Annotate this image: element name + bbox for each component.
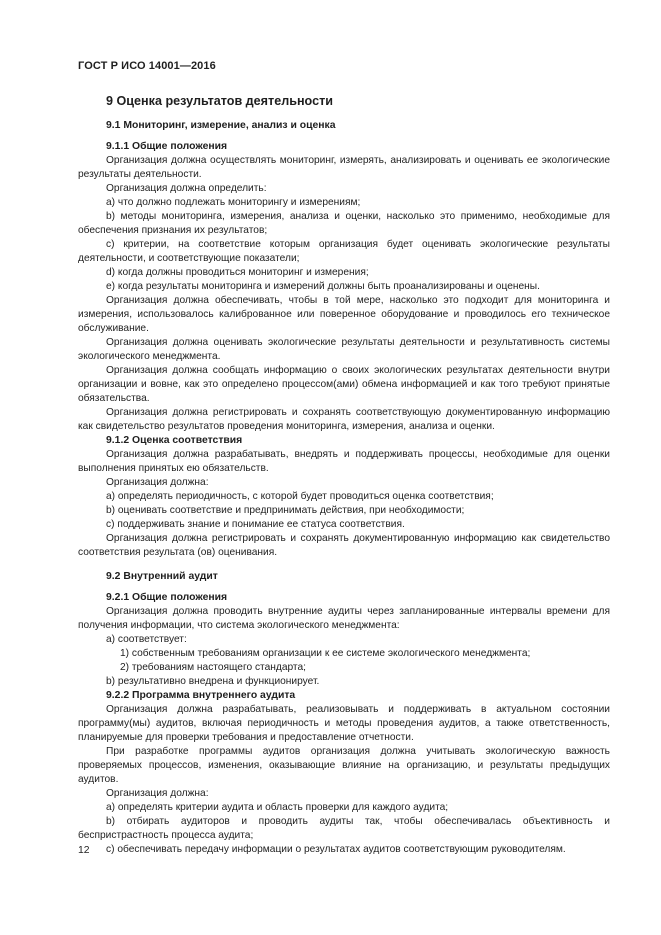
document-body [78,93,610,857]
subsection-heading: 9.1 Мониторинг, измерение, анализ и оценка [106,120,336,131]
paragraph: c) поддерживать знание и понимание ее статуса соответствия. [106,519,405,530]
paragraph: b) методы мониторинга, измерения, анализа и оценки, насколько это применимо, необходимые для обеспечения признания их результатов; [78,211,610,236]
paragraph: Организация должна сообщать информацию о своих экологических результатах деятельности внутри организации и вовне, как это определено процессом(ами) обмена информацией и как того требуют принятые обязательства. [78,365,610,404]
paragraph: a) что должно подлежать мониторингу и измерениям; [106,197,361,208]
paragraph: b) результативно внедрена и функционирует. [106,676,320,687]
subsection-heading: 9.2 Внутренний аудит [106,571,218,582]
paragraph: Организация должна определить: [106,183,267,194]
paragraph: Организация должна обеспечивать, чтобы в той мере, насколько это подходит для мониторинга и измерения, использовалось калиброванное или поверенное оборудование и проводилось его техническое обслуживание. [78,295,610,334]
paragraph: Организация должна регистрировать и сохранять документированную информацию как свидетельство соответствия результата (ов) оценивания. [78,533,610,558]
paragraph: c) критерии, на соответствие которым организация будет оценивать экологические результаты деятельности, и соответствующие показатели; [78,239,610,264]
paragraph: Организация должна разрабатывать, внедрять и поддерживать процессы, необходимые для оценки выполнения принятых ею обязательств. [78,449,610,474]
clause-heading: 9.2.2 Программа внутреннего аудита [106,690,296,701]
paragraph: При разработке программы аудитов организация должна учитывать экологическую важность проверяемых процессов, изменения, оказывающие влияние на организацию, и результаты предыдущих аудитов. [78,746,610,785]
standard-header: ГОСТ Р ИСО 14001—2016 [78,60,216,72]
paragraph: Организация должна осуществлять мониторинг, измерять, анализировать и оценивать ее экологические результаты деятельности. [78,155,610,180]
paragraph: a) определять периодичность, с которой будет проводиться оценка соответствия; [106,491,494,502]
paragraph: 1) собственным требованиям организации к ее системе экологического менеджмента; [120,648,531,659]
paragraph: e) когда результаты мониторинга и измерений должны быть проанализированы и оценены. [106,281,540,292]
paragraph: 2) требованиям настоящего стандарта; [120,662,306,673]
clause-heading: 9.1.1 Общие положения [106,141,228,152]
paragraph: Организация должна проводить внутренние аудиты через запланированные интервалы времени для получения информации, что система экологического менеджмента: [78,606,610,631]
paragraph: c) обеспечивать передачу информации о результатах аудитов соответствующим руководителям. [106,844,566,855]
clause-heading: 9.2.1 Общие положения [106,592,228,603]
paragraph: Организация должна регистрировать и сохранять соответствующую документированную информацию как свидетельство результатов проведения мониторинга, измерения, анализа и оценки. [78,407,610,432]
paragraph: d) когда должны проводиться мониторинг и измерения; [106,267,369,278]
page-number: 12 [78,845,90,856]
paragraph: Организация должна: [106,477,209,488]
paragraph: Организация должна: [106,788,209,799]
paragraph: b) отбирать аудиторов и проводить аудиты так, чтобы обеспечивалась объективность и беспристрастность процесса аудита; [78,816,610,841]
paragraph: Организация должна оценивать экологические результаты деятельности и результативность системы экологического менеджмента. [78,337,610,362]
clause-heading: 9.1.2 Оценка соответствия [106,435,243,446]
paragraph: b) оценивать соответствие и предпринимать действия, при необходимости; [106,505,465,516]
paragraph: a) соответствует: [106,634,187,645]
paragraph: a) определять критерии аудита и область проверки для каждого аудита; [106,802,449,813]
section-heading: 9 Оценка результатов деятельности [106,94,333,108]
paragraph: Организация должна разрабатывать, реализовывать и поддерживать в актуальном состоянии программу(мы) аудитов, включая периодичность и методы проведения аудитов, а также ответственность, планируемые для проверки требования и предоставление отчетности. [78,704,610,743]
